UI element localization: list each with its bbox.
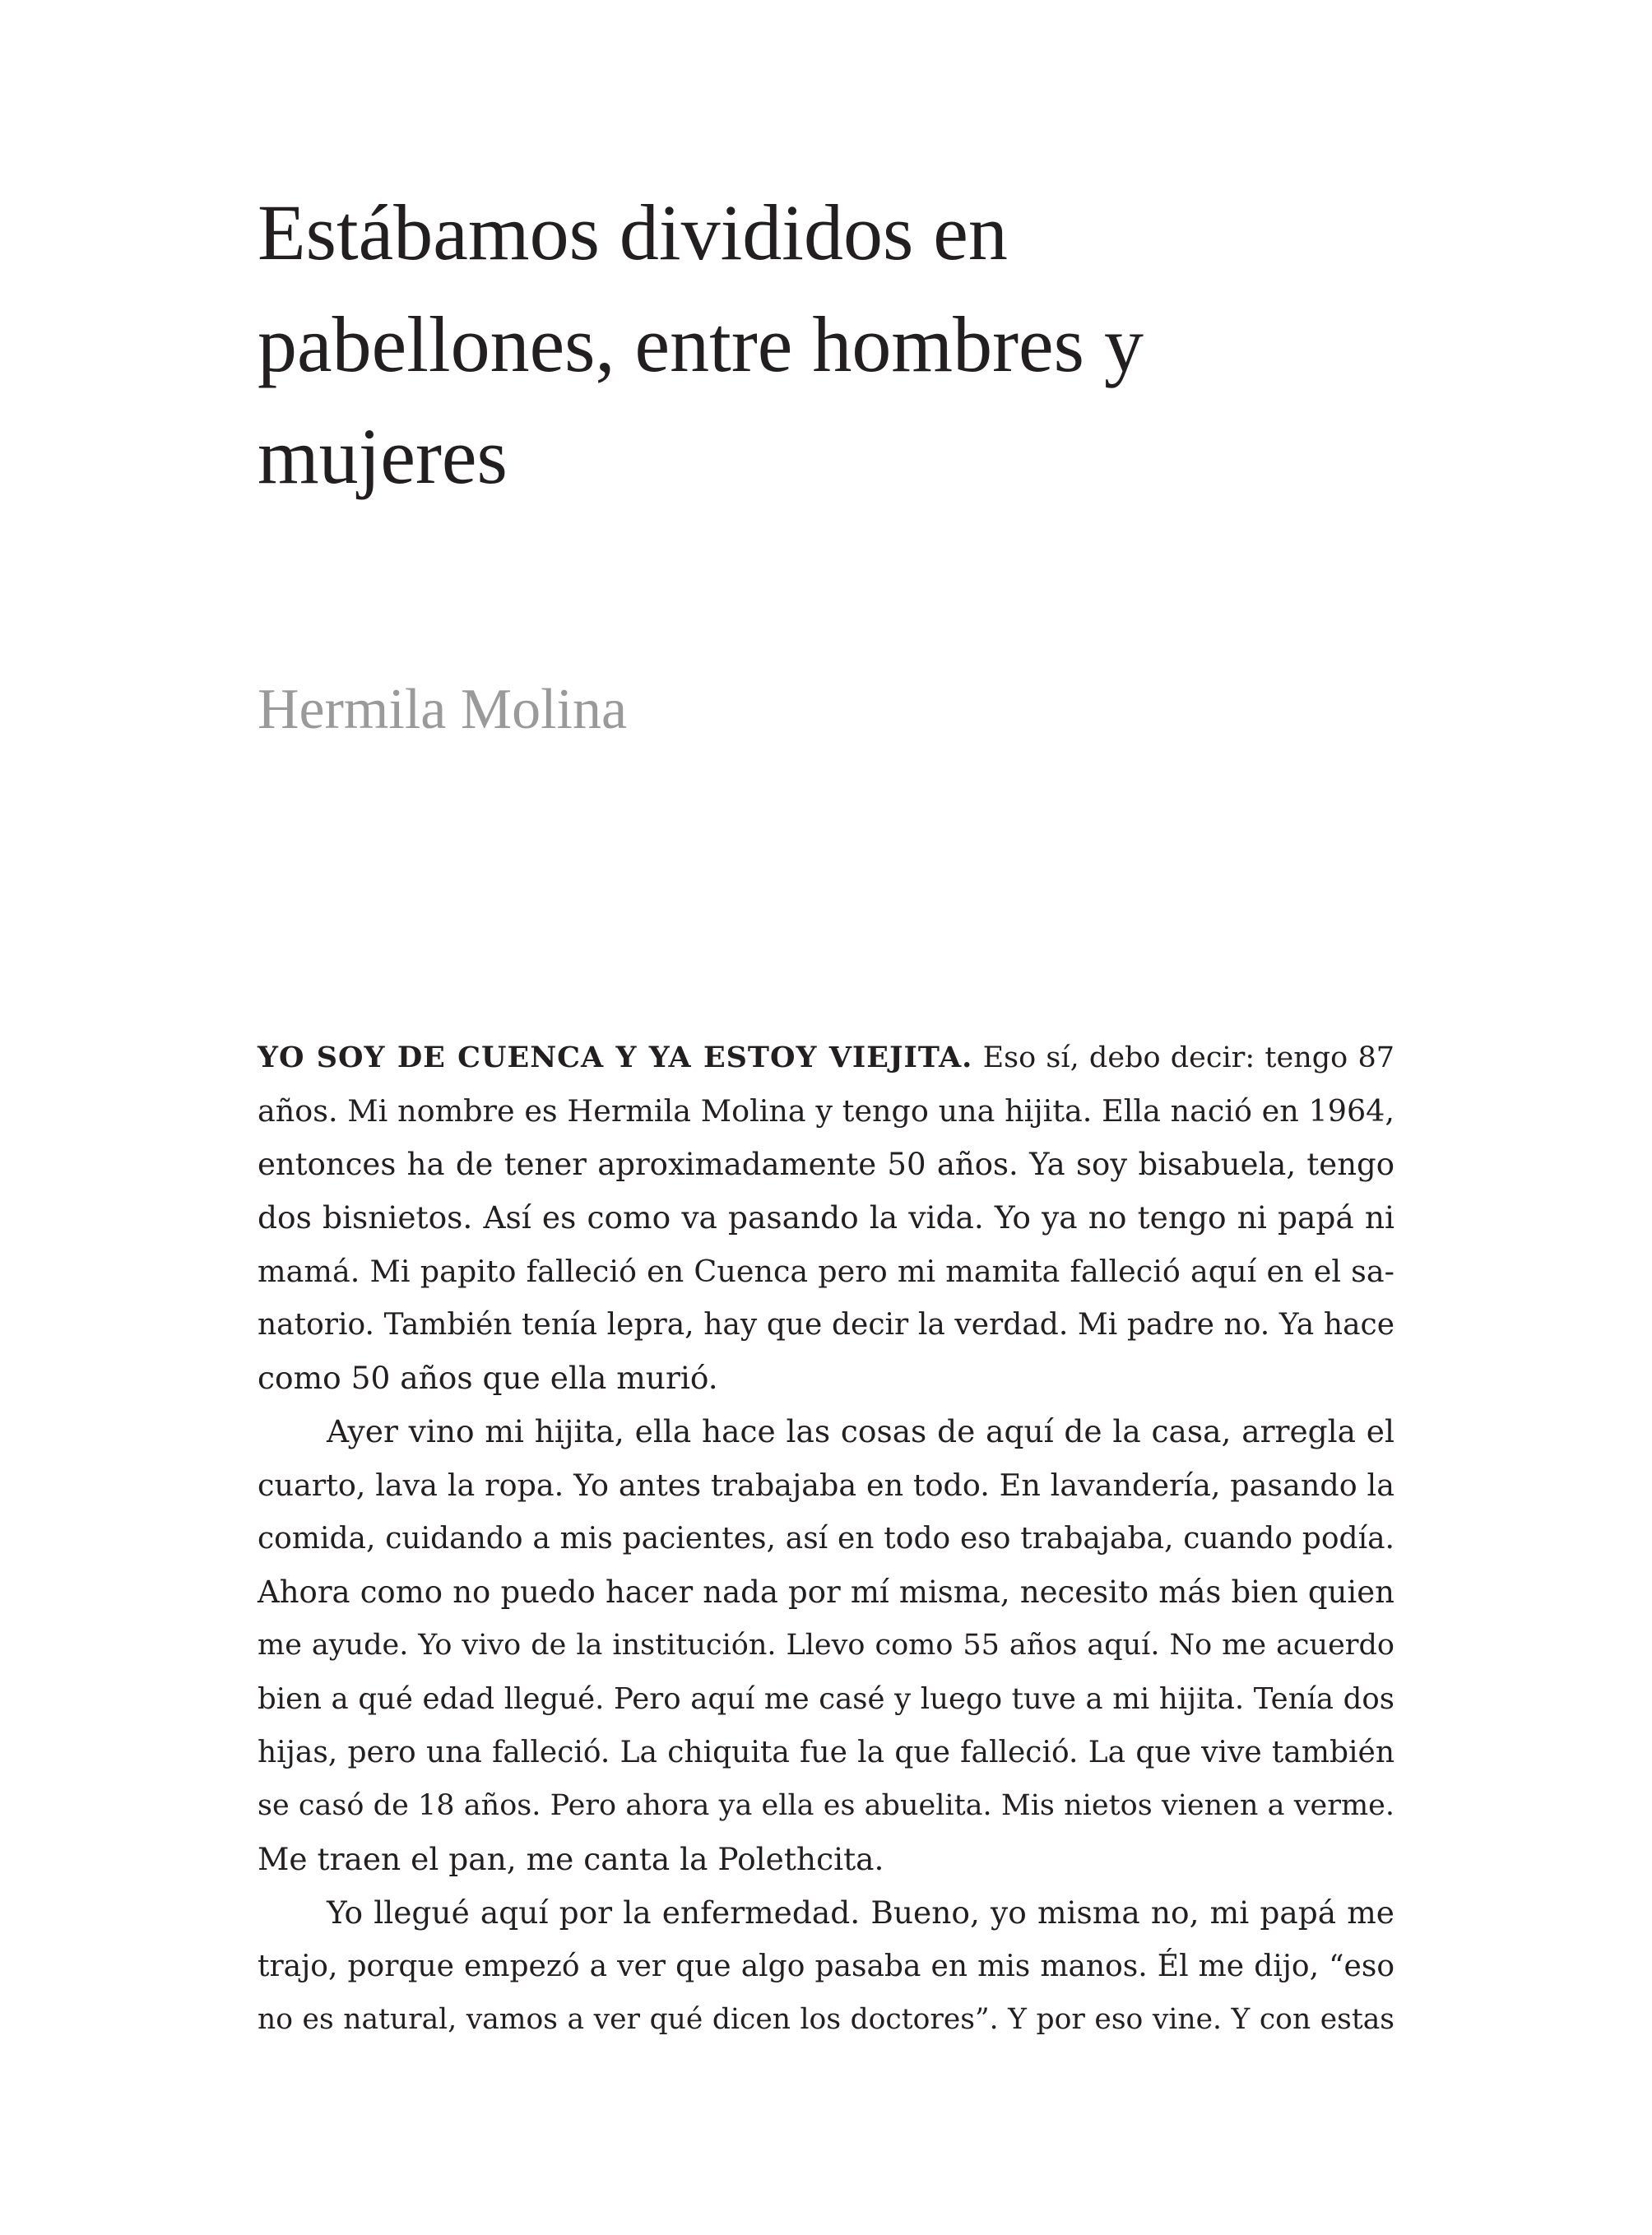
body-line: como 50 años que ella murió. <box>258 1360 718 1396</box>
lead-in: YO SOY DE CUENCA Y YA ESTOY VIEJITA. <box>258 1041 973 1074</box>
chapter-title-line: pabellones, entre hombres y <box>258 300 1144 388</box>
body-line: cuarto, lava la ropa. Yo antes trabajaba en todo. En lavandería, pasando la <box>258 1468 1394 1503</box>
chapter-title <box>258 177 1450 512</box>
chapter-title-line: mujeres <box>258 412 508 500</box>
body-line: se casó de 18 años. Pero ahora ya ella es abuelita. Mis nietos vienen a verme. <box>258 1789 1394 1822</box>
body-line: comida, cuidando a mis pacientes, así en todo eso trabajaba, cuando podía. <box>258 1522 1394 1556</box>
body-line: Yo llegué aquí por la enfermedad. Bueno, yo misma no, mi papá me <box>327 1894 1394 1931</box>
body-text <box>258 1031 1394 2047</box>
body-line: hijas, pero una falleció. La chiquita fue la que falleció. La que vive también <box>258 1736 1394 1769</box>
body-line: años. Mi nombre es Hermila Molina y tengo una hijita. Ella nació en 1964, <box>258 1093 1394 1129</box>
author-name: Hermila Molina <box>258 678 628 741</box>
body-line: trajo, porque empezó a ver que algo pasaba en mis manos. Él me dijo, “eso <box>258 1950 1394 1983</box>
body-line: no es natural, vamos a ver qué dicen los doctores”. Y por eso vine. Y con estas <box>258 2003 1394 2036</box>
body-line: mamá. Mi papito falleció en Cuenca pero mi mamita falleció aquí en el sa- <box>258 1254 1394 1289</box>
body-line: bien a qué edad llegué. Pero aquí me casé y luego tuve a mi hijita. Tenía dos <box>258 1682 1394 1716</box>
body-line: Me traen el pan, me canta la Polethcita. <box>258 1841 884 1877</box>
body-line: natorio. También tenía lepra, hay que decir la verdad. Mi padre no. Ya hace <box>258 1308 1394 1342</box>
body-line: Ayer vino mi hijita, ella hace las cosas de aquí de la casa, arregla el <box>327 1413 1394 1449</box>
body-line: dos bisnietos. Así es como va pasando la vida. Yo ya no tengo ni papá ni <box>258 1199 1394 1236</box>
chapter-title-line: Estábamos divididos en <box>258 188 1008 276</box>
body-line-text: Eso sí, debo decir: tengo 87 <box>972 1041 1395 1074</box>
body-line <box>258 1031 1394 1084</box>
body-line: me ayude. Yo vivo de la institución. Llevo como 55 años aquí. No me acuerdo <box>258 1629 1394 1662</box>
body-line: Ahora como no puedo hacer nada por mí misma, necesito más bien quien <box>258 1574 1394 1610</box>
body-line: entonces ha de tener aproximadamente 50 años. Ya soy bisabuela, tengo <box>258 1147 1394 1182</box>
